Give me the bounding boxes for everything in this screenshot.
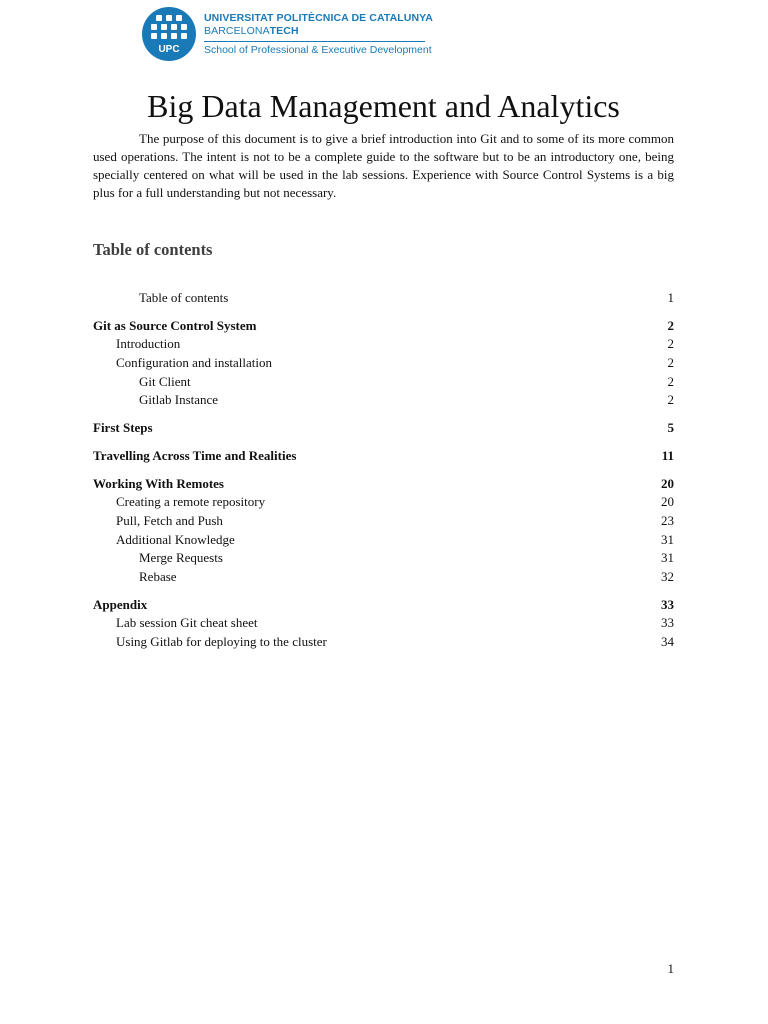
toc-entry-title: Introduction — [116, 336, 181, 352]
toc-entry-page: 20 — [661, 475, 674, 491]
toc-entry[interactable] — [93, 354, 674, 373]
logo-text-block — [204, 12, 432, 57]
toc-entry-page: 2 — [667, 355, 674, 371]
toc-entry[interactable] — [93, 568, 674, 587]
toc-entry-page: 33 — [661, 615, 674, 631]
logo-mark-text: UPC — [158, 44, 180, 55]
toc-entry[interactable] — [93, 493, 674, 512]
toc-entry-page: 33 — [661, 596, 674, 612]
toc-entry-title: Gitlab Instance — [139, 392, 219, 408]
toc-entry[interactable] — [93, 531, 674, 550]
page-number: 1 — [667, 961, 674, 976]
table-of-contents — [93, 289, 674, 652]
toc-entry[interactable] — [93, 317, 674, 336]
toc-entry-page: 2 — [667, 392, 674, 408]
toc-entry-title: Pull, Fetch and Push — [116, 512, 223, 528]
toc-entry[interactable] — [93, 419, 674, 438]
logo-divider — [204, 41, 425, 42]
toc-entry[interactable] — [93, 596, 674, 615]
upc-logo-icon — [142, 7, 196, 61]
campus-suffix: TECH — [269, 25, 299, 37]
toc-entry-page: 23 — [661, 512, 674, 528]
toc-entry-title: Git as Source Control System — [93, 317, 257, 333]
toc-entry-title: Lab session Git cheat sheet — [116, 615, 258, 631]
toc-entry[interactable] — [93, 447, 674, 466]
toc-entry-page: 31 — [661, 531, 674, 547]
toc-entry-page: 2 — [667, 317, 674, 333]
toc-entry[interactable] — [93, 475, 674, 494]
toc-entry[interactable] — [93, 614, 674, 633]
toc-entry-page: 5 — [667, 420, 674, 436]
upc-logo — [142, 7, 432, 61]
toc-entry-title: Configuration and installation — [116, 355, 272, 371]
toc-entry[interactable] — [93, 289, 674, 308]
toc-entry[interactable] — [93, 512, 674, 531]
toc-entry[interactable] — [93, 633, 674, 652]
toc-entry-page: 11 — [661, 447, 674, 463]
toc-entry-title: Rebase — [139, 568, 177, 584]
toc-entry-title: Using Gitlab for deploying to the cluster — [116, 634, 327, 649]
toc-entry[interactable] — [93, 391, 674, 410]
toc-entry-page: 20 — [661, 494, 674, 510]
toc-entry-title: Creating a remote repository — [116, 494, 266, 510]
toc-entry[interactable] — [93, 335, 674, 354]
toc-entry-title: Table of contents — [139, 290, 229, 305]
toc-entry[interactable] — [93, 373, 674, 392]
toc-entry-title: Merge Requests — [139, 550, 223, 566]
toc-entry-title: Appendix — [93, 596, 148, 612]
toc-entry-page: 32 — [661, 568, 674, 584]
toc-entry-title: Travelling Across Time and Realities — [93, 447, 297, 463]
toc-entry-title: Git Client — [139, 373, 191, 389]
toc-entry-page: 2 — [667, 336, 674, 352]
toc-entry-title: Working With Remotes — [93, 475, 224, 491]
toc-heading: Table of contents — [93, 240, 213, 259]
toc-entry-page: 1 — [667, 290, 674, 305]
toc-entry[interactable] — [93, 549, 674, 568]
school-name: School of Professional & Executive Development — [204, 44, 432, 56]
toc-entry-page: 31 — [661, 550, 674, 566]
toc-entry-page: 2 — [667, 373, 674, 389]
document-title: Big Data Management and Analytics — [147, 88, 620, 124]
toc-entry-title: First Steps — [93, 420, 153, 436]
campus-prefix: BARCELONA — [204, 25, 270, 37]
toc-entry-title: Additional Knowledge — [116, 531, 235, 547]
university-name: UNIVERSITAT POLITÈCNICA DE CATALUNYA — [204, 12, 433, 24]
toc-entry-page: 34 — [661, 634, 674, 649]
campus-name — [204, 25, 432, 38]
intro-paragraph: The purpose of this document is to give a brief introduction into Git and to some of its more common used operations. The intent is not to be a complete guide to the software but to be an introductory one, being specially centered on what will be used in the lab sessions. Experience with Source Control Systems is a big plus for a full understanding but not necessary. — [93, 131, 674, 200]
